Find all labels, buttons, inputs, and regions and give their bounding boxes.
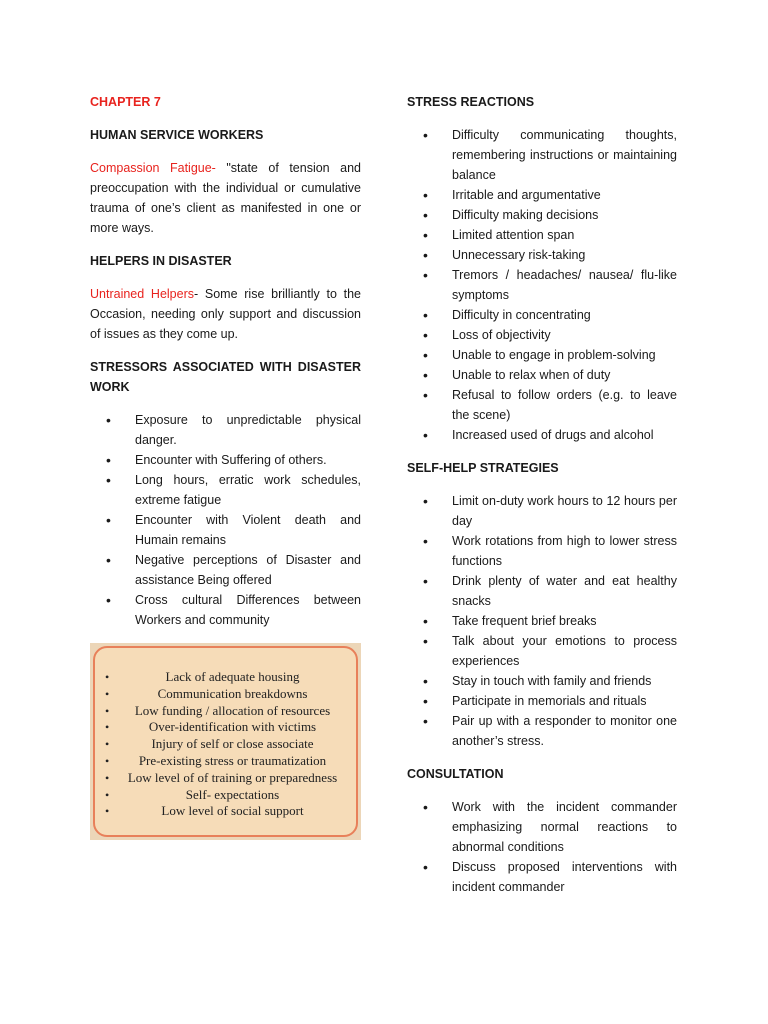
list-item: • Low level of of training or preparedness <box>99 770 352 787</box>
list-item: • Participate in memorials and rituals <box>407 691 677 711</box>
list-item: • Loss of objectivity <box>407 325 677 345</box>
list-item: • Negative perceptions of Disaster and assistance Being offered <box>90 550 361 590</box>
self-help-list <box>407 491 677 751</box>
list-item: • Pre-existing stress or traumatization <box>99 753 352 770</box>
untrained-helpers-term: Untrained Helpers <box>90 287 194 301</box>
list-item: • Low funding / allocation of resources <box>99 703 352 720</box>
stressors-list <box>90 410 361 630</box>
left-column <box>90 92 361 840</box>
right-column <box>407 92 677 910</box>
list-item: • Self- expectations <box>99 787 352 804</box>
list-item: • Work rotations from high to lower stress functions <box>407 531 677 571</box>
chapter-title: CHAPTER 7 <box>90 95 161 109</box>
list-item: • Stay in touch with family and friends <box>407 671 677 691</box>
list-item: • Encounter with Suffering of others. <box>90 450 361 470</box>
heading-stressors: STRESSORS ASSOCIATED WITH DISASTER WORK <box>90 360 361 394</box>
list-item: • Limited attention span <box>407 225 677 245</box>
list-item: • Cross cultural Differences between Workers and community <box>90 590 361 630</box>
list-item: • Low level of social support <box>99 803 352 820</box>
stress-reactions-list <box>407 125 677 445</box>
list-item: • Unable to engage in problem-solving <box>407 345 677 365</box>
heading-helpers-in-disaster: HELPERS IN DISASTER <box>90 254 232 268</box>
stress-factors-box <box>93 646 358 837</box>
stress-factors-image <box>90 643 361 840</box>
list-item: • Difficulty in concentrating <box>407 305 677 325</box>
compassion-fatigue-paragraph <box>90 158 361 238</box>
list-item: • Take frequent brief breaks <box>407 611 677 631</box>
compassion-fatigue-term: Compassion Fatigue- <box>90 161 216 175</box>
list-item: • Limit on-duty work hours to 12 hours per day <box>407 491 677 531</box>
list-item: • Unable to relax when of duty <box>407 365 677 385</box>
list-item: • Long hours, erratic work schedules, extreme fatigue <box>90 470 361 510</box>
list-item: • Increased used of drugs and alcohol <box>407 425 677 445</box>
untrained-helpers-paragraph <box>90 284 361 344</box>
compassion-fatigue-definition: "state of tension and preoccupation with the individual or cumulative trauma of one’s client as manifested in one or more ways. <box>90 161 361 235</box>
list-item: • Discuss proposed interventions with incident commander <box>407 857 677 897</box>
consultation-list <box>407 797 677 897</box>
heading-human-service-workers: HUMAN SERVICE WORKERS <box>90 128 264 142</box>
list-item: • Lack of adequate housing <box>99 669 352 686</box>
stress-factors-list <box>99 669 352 820</box>
list-item: • Over-identification with victims <box>99 719 352 736</box>
list-item: • Difficulty making decisions <box>407 205 677 225</box>
untrained-helpers-definition: - Some rise brilliantly to the Occasion, needing only support and discussion of issues as they come up. <box>90 287 361 341</box>
list-item: • Pair up with a responder to monitor one another’s stress. <box>407 711 677 751</box>
list-item: • Tremors / headaches/ nausea/ flu-like symptoms <box>407 265 677 305</box>
list-item: • Injury of self or close associate <box>99 736 352 753</box>
list-item: • Drink plenty of water and eat healthy snacks <box>407 571 677 611</box>
list-item: • Irritable and argumentative <box>407 185 677 205</box>
list-item: • Difficulty communicating thoughts, remembering instructions or maintaining balance <box>407 125 677 185</box>
heading-stress-reactions: STRESS REACTIONS <box>407 95 535 109</box>
list-item: • Encounter with Violent death and Humain remains <box>90 510 361 550</box>
heading-self-help-strategies: SELF-HELP STRATEGIES <box>407 461 559 475</box>
heading-consultation: CONSULTATION <box>407 767 504 781</box>
list-item: • Exposure to unpredictable physical danger. <box>90 410 361 450</box>
list-item: • Refusal to follow orders (e.g. to leave the scene) <box>407 385 677 425</box>
list-item: • Communication breakdowns <box>99 686 352 703</box>
list-item: • Talk about your emotions to process experiences <box>407 631 677 671</box>
list-item: • Work with the incident commander emphasizing normal reactions to abnormal conditions <box>407 797 677 857</box>
list-item: • Unnecessary risk-taking <box>407 245 677 265</box>
